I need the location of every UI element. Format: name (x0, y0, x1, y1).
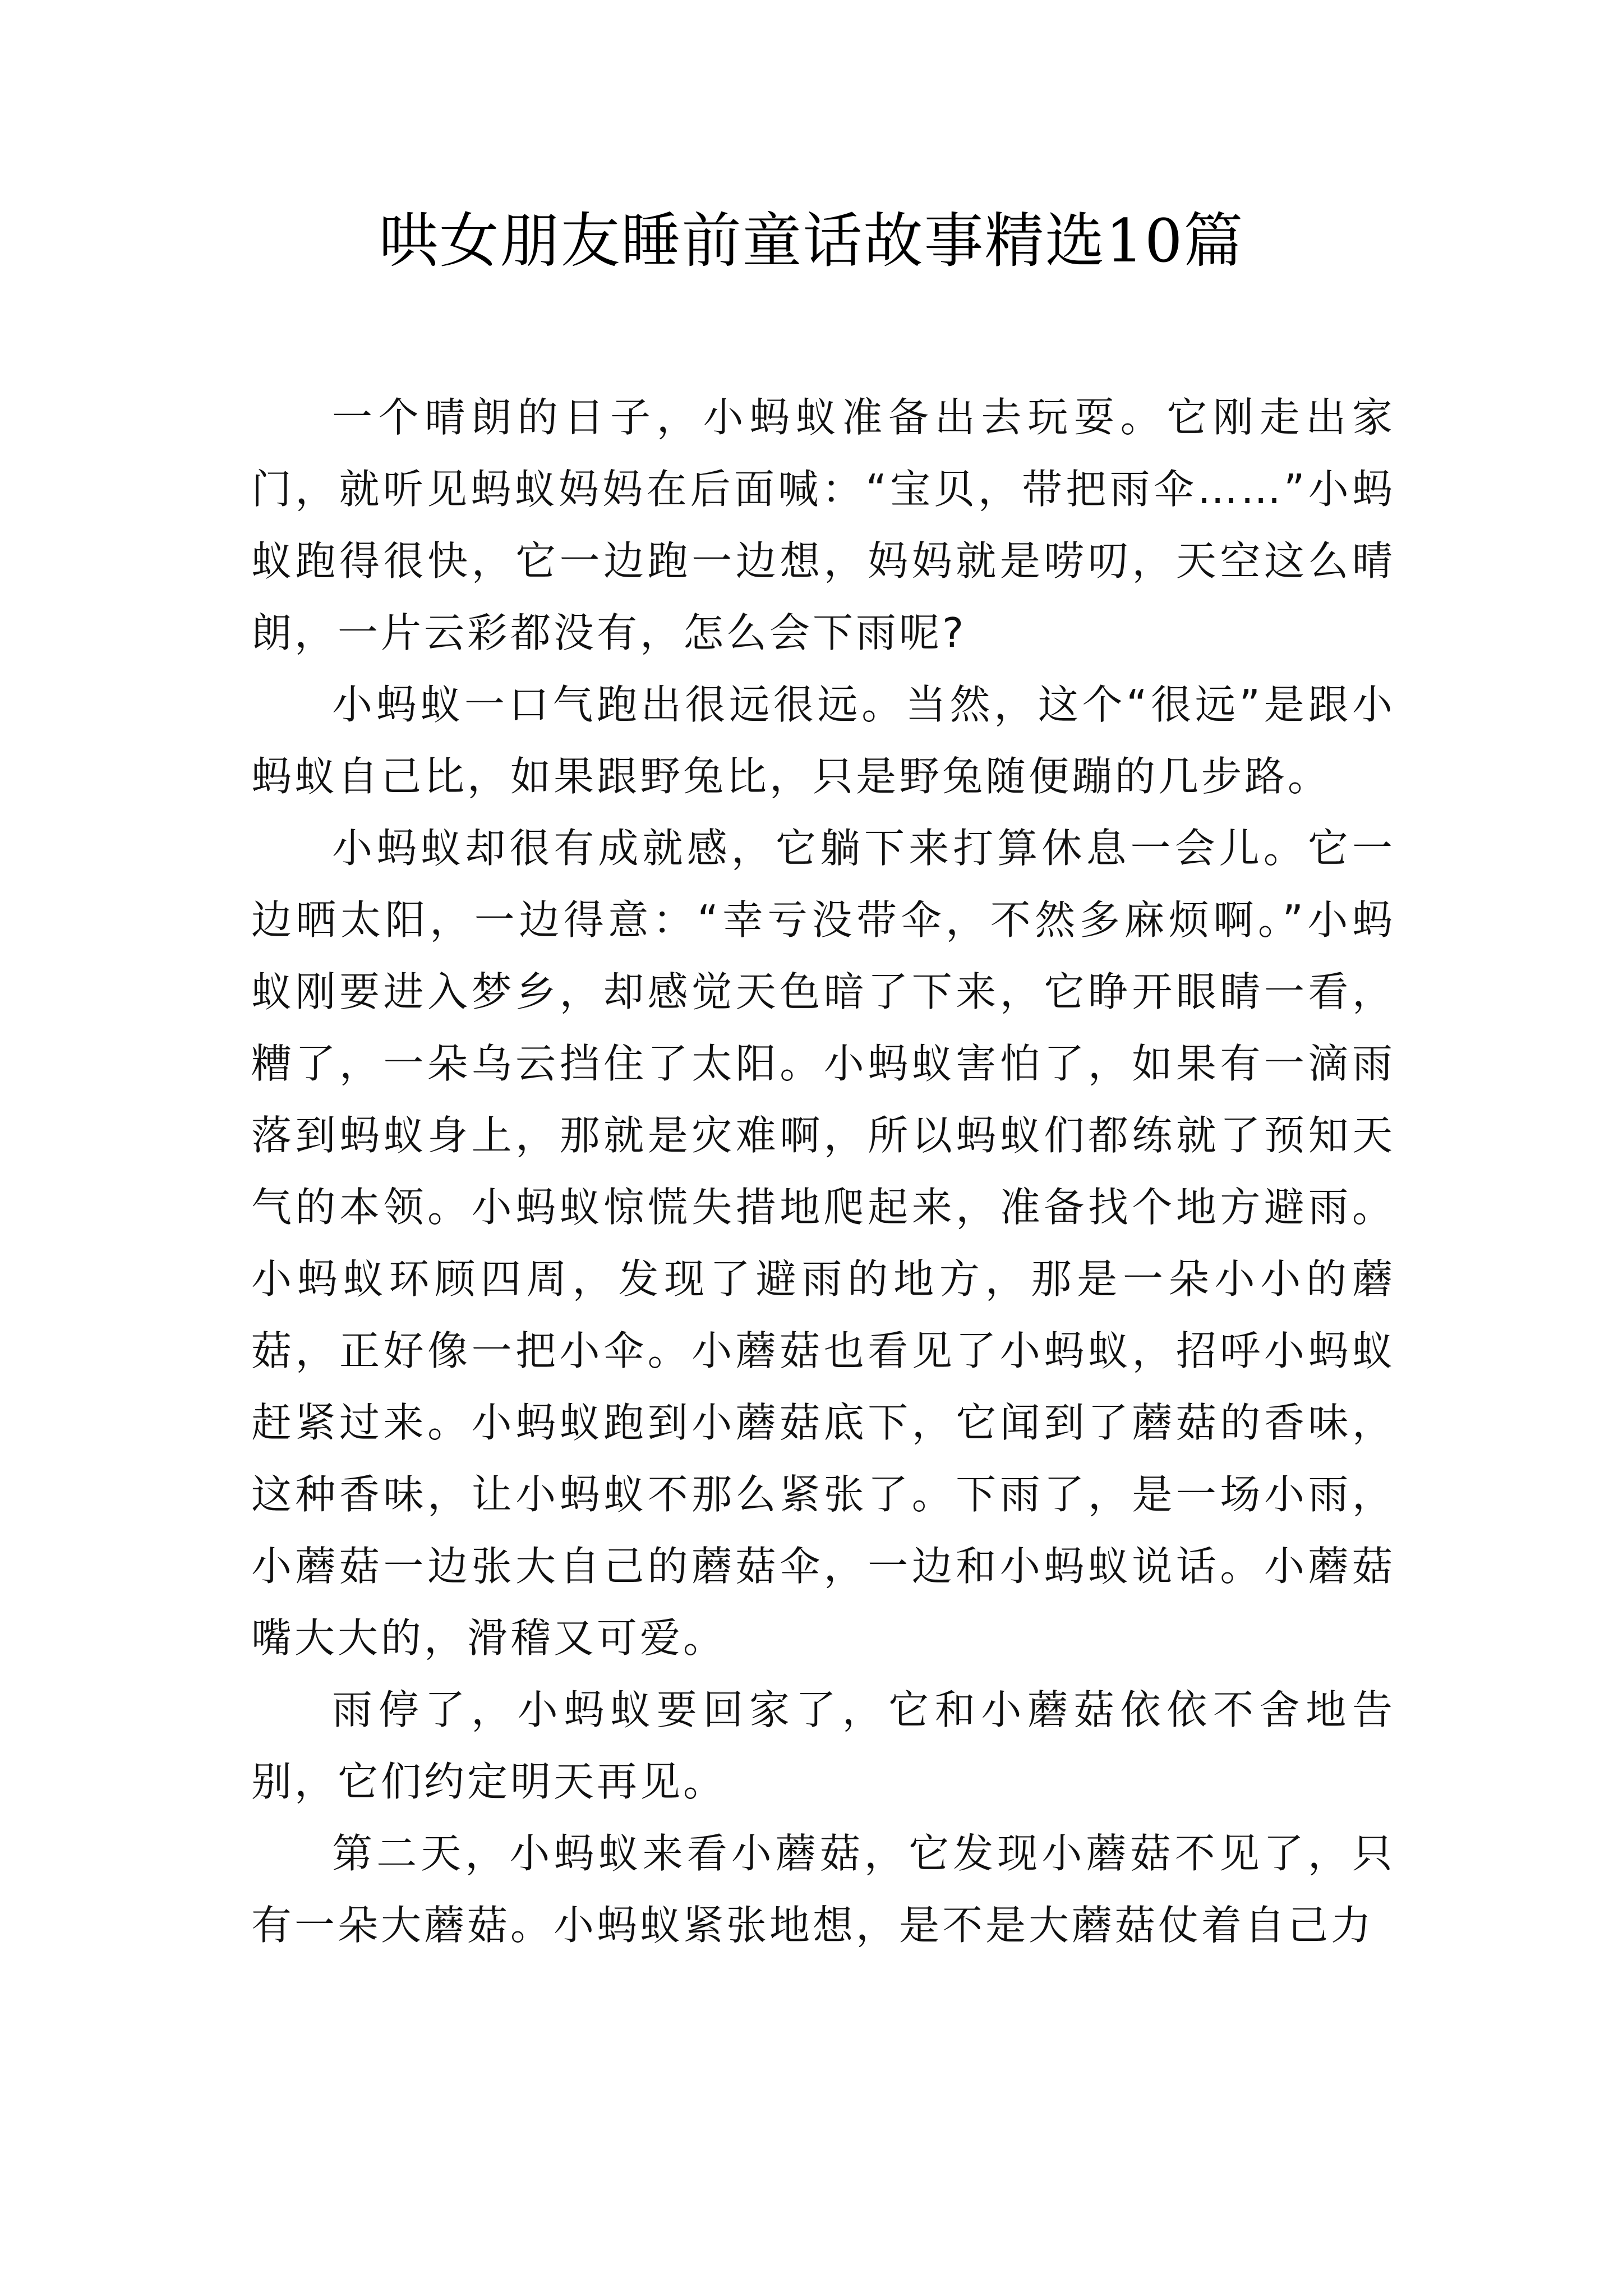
document-title: 哄女朋友睡前童话故事精选10篇 (379, 206, 1244, 275)
paragraph: 小蚂蚁却很有成就感，它躺下来打算休息一会儿。它一边晒太阳，一边得意：“幸亏没带伞，不然多麻烦啊。”小蚂蚁刚要进入梦乡，却感觉天色暗了下来，它睁开眼睛一看，糟了，一朵乌云挡住了太阳。小蚂蚁害怕了，如果有一滴雨落到蚂蚁身上，那就是灾难啊，所以蚂蚁们都练就了预知天气的本领。小蚂蚁惊慌失措地爬起来，准备找个地方避雨。小蚂蚁环顾四周，发现了避雨的地方，那是一朵小小的蘑菇，正好像一把小伞。小蘑菇也看见了小蚂蚁，招呼小蚂蚁赶紧过来。小蚂蚁跑到小蘑菇底下，它闻到了蘑菇的香味，这种香味，让小蚂蚁不那么紧张了。下雨了，是一场小雨，小蘑菇一边张大自己的蘑菇伞，一边和小蚂蚁说话。小蘑菇嘴大大的，滑稽又可爱。 (251, 825, 1395, 1662)
paragraph: 雨停了，小蚂蚁要回家了，它和小蘑菇依依不舍地告别，它们约定明天再见。 (251, 1686, 1395, 1805)
paragraph: 第二天，小蚂蚁来看小蘑菇，它发现小蘑菇不见了，只有一朵大蘑菇。小蚂蚁紧张地想，是不是大蘑菇仗着自己力 (251, 1830, 1395, 1949)
paragraph: 小蚂蚁一口气跑出很远很远。当然，这个“很远”是跟小蚂蚁自己比，如果跟野兔比，只是野兔随便蹦的几步路。 (251, 681, 1395, 800)
paragraph: 一个晴朗的日子，小蚂蚁准备出去玩耍。它刚走出家门，就听见蚂蚁妈妈在后面喊：“宝贝，带把雨伞……”小蚂蚁跑得很快，它一边跑一边想，妈妈就是唠叨，天空这么晴朗，一片云彩都没有，怎么会下雨呢? (251, 394, 1395, 656)
document-body (251, 381, 1395, 1961)
